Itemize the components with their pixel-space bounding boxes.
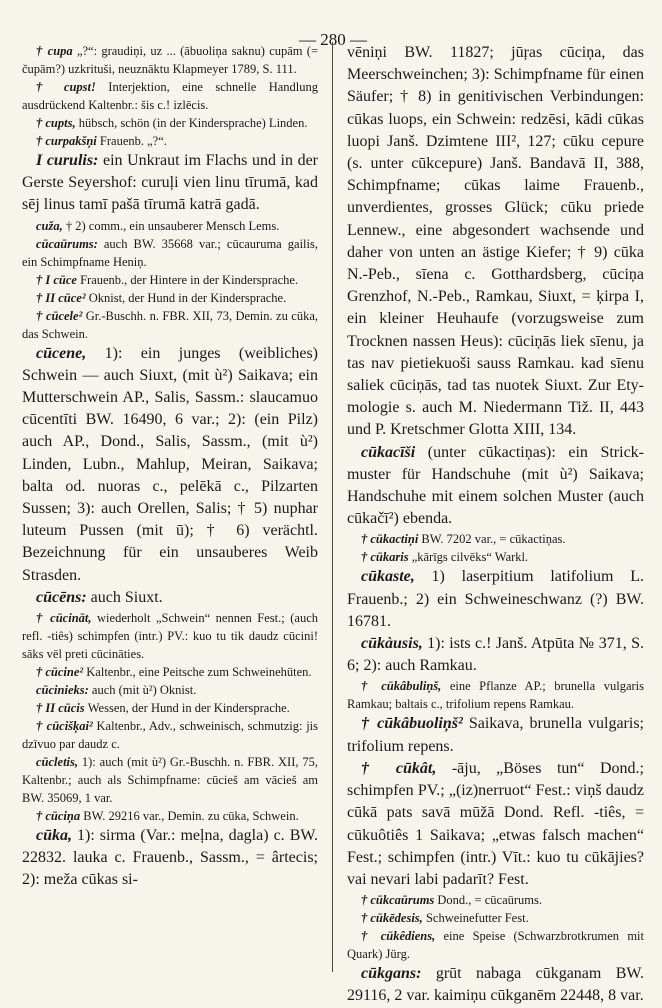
entry-text: † 2) comm., ein unsauberer Mensch Lems. (65, 218, 280, 233)
entry-text: Gr.-Buschh. n. FBR. XII, 73, Demin. zu cūka, das Schwein. (22, 308, 318, 341)
entry-headword: † cūciņa (36, 809, 84, 824)
dictionary-entry (347, 530, 644, 548)
entry-text: Frauenb., der Hintere in der Kindersprache. (80, 272, 299, 287)
dictionary-entry (22, 217, 318, 235)
dictionary-entry (22, 150, 318, 217)
entry-text: „?“: graudiņi, uz ... (ābuoliņa saknu) cupām (= čupām?) uzkrituši, neuznāktu Klapmeyer 1789, S. 111. (22, 44, 318, 76)
entry-headword: cūcaūrums: (36, 236, 104, 251)
entry-text: 1) laserpitium latifolium L. Frauenb.; 2) ein Schweineschwanz (?) BW. 16781. (347, 568, 644, 630)
text-columns (22, 42, 645, 1005)
entry-text: Kaltenbr., Adv., schweinisch, schmutzig: jis dzīvuo par daudz c. (22, 719, 319, 752)
entry-headword: cūkacīši (361, 443, 428, 461)
dictionary-entry (22, 343, 318, 587)
dictionary-entry (22, 807, 318, 825)
entry-headword: † curpakšņi (36, 134, 100, 148)
dictionary-entry (22, 825, 318, 892)
entry-headword: † cūkcaūrums (361, 893, 438, 908)
entry-text: „kārīgs cilvēks“ Warkl. (411, 550, 529, 565)
entry-text: eine Pflanze AP.; brunella vulgaris Ramkau; baltais c., trifolium repens Ramkau. (347, 679, 644, 712)
entry-text: wiederholt „Schwein“ nennen Fest.; (auch refl. -tiês) schimpfen (intr.) PV.: kuo tu tik daudz cūcini! sāks vēl preti cūcināties. (22, 611, 318, 662)
dictionary-entry (22, 42, 318, 78)
entry-text: (unter cūkactiņas): ein Strickmuster für Handschuhe (mit ù²) Saikava; Handschuhe mit einem solchen Muster (auch cūkačī²) ebenda. (347, 443, 644, 528)
dictionary-entry (22, 114, 318, 132)
dictionary-entry (22, 681, 318, 699)
dictionary-entry (347, 442, 644, 531)
dictionary-entry (347, 633, 644, 677)
dictionary-entry (347, 891, 644, 909)
dictionary-entry (22, 132, 318, 150)
entry-headword: † cūkactiņi (361, 532, 422, 547)
entry-headword: † cūcišķai² (36, 719, 97, 734)
entry-headword: cūka, (36, 827, 78, 845)
dictionary-entry (22, 78, 318, 114)
entry-text: 1): auch (mit ù²) Gr.-Buschh. n. FBR. XII, 75, Kaltenbr.; auch als Schimpfname: cūcieš am vācieš am BW. 35069, 1 var. (22, 755, 318, 806)
entry-headword: † cupts, (36, 116, 79, 130)
entry-text: hübsch, schön (in der Kindersprache) Linden. (78, 116, 308, 130)
dictionary-entry (347, 42, 644, 442)
entry-headword: † I cūce (36, 272, 81, 287)
dictionary-entry (347, 548, 644, 566)
entry-text: Oknist, der Hund in der Kindersprache. (88, 290, 287, 305)
dictionary-entry (22, 587, 318, 609)
entry-headword: † cupa (36, 44, 77, 58)
entry-text: Dond., = cūcaūrums. (437, 893, 543, 908)
entry-headword: cūkàusis, (361, 635, 428, 653)
entry-headword: cūcēns: (36, 588, 91, 606)
entry-text: -āju, „Böses tun“ Dond.; schimpfen PV.; „(iz)nerruot“ Fest.: viņš daudz cūkā pats savā mūžā Dond. Refl. -tiês, = cūkuôtiês 1 Saikava; „etwas falsch machen“ Fest.; schimpfen (intr.) Vīt.: kuo tu cūkājies? vai nevari labi padarīt? Fest. (347, 759, 644, 888)
right-column (333, 42, 645, 1005)
entry-headword: cūcletis, (36, 755, 82, 770)
dictionary-entry (347, 758, 644, 891)
entry-headword: cūkgans: (361, 965, 436, 983)
entry-text: ein Unkraut im Flachs und in der Gerste Seyershof: curuļi vien linu tīrumā, kad sēj linus tamī pašā tīrumā katrā gadā. (22, 152, 318, 214)
entry-headword: † cūkēdesis, (361, 911, 426, 926)
entry-headword: cūcene, (36, 344, 105, 362)
entry-text: Kaltenbr., eine Peitsche zum Schweinehüten. (86, 665, 312, 680)
entry-headword: † II cūce² (36, 290, 89, 305)
dictionary-entry (22, 289, 318, 307)
entry-headword: † cūkêdiens, (361, 929, 444, 944)
page-number: — 280 — (299, 30, 367, 49)
entry-text: auch Siuxt. (90, 588, 163, 606)
dictionary-entry (347, 677, 644, 713)
left-column (22, 42, 333, 972)
entry-headword: † cupst! (36, 80, 109, 94)
dictionary-entry (22, 663, 318, 681)
entry-text: BW. 7202 var., = cūkactiņas. (421, 532, 566, 547)
dictionary-entry (22, 609, 318, 663)
entry-text: vēniņi BW. 11827; jūŗas cūciņa, das Meerschweinchen; 3): Schimpfname für einen Säufer; † 8) in genitivischen Verbindungen: cūkas luops, ein Schwein: redzēsi, kādi cūkas luopi Janš. Dzimtene III², 127; cūku cepure (s. unter cūkcepure) Janš. Bandavā II, 388, Schimpfname; cūkas laime Frauenb., unverdientes, grosses Glück; cūku priede Lennew., eine abgesondert wachsende und daher von unten an ästige Kiefer; † 9) cūka N.-Peb., sīena c. Gotthardsberg, cūciņa Grenzhof, N.-Peb., Ramkau, Siuxt, = ķirpa I, ein kleiner Heuhaufe (vorzugsweise zum Trocknen nassen Heus): cūciņās liek sīenu, ja tas nav pietiekuoši sauss Ramkau. kad sīenu saliek cūciņās, tad tas nuotek Siuxt. Zur Etymologie s. auch M. Niedermann Tiž. II, 443 und P. Kretschmer Glotta XIII, 134. (347, 44, 644, 439)
entry-headword: † II cūcis (36, 701, 88, 716)
entry-text: 1): ists c.! Janš. Atpūta № 371, S. 6; 2): auch Ramkau. (347, 635, 645, 675)
entry-text: grūt nabaga cūkganam BW. 29116, 2 var. kaimiņu cūkganēm 22448, 8 var. (347, 965, 644, 1005)
dictionary-entry (22, 271, 318, 289)
entry-text: Frauenb. „?“. (99, 134, 167, 148)
dictionary-entry (22, 753, 318, 807)
entry-text: auch (mit ù²) Oknist. (91, 683, 197, 698)
dictionary-entry (347, 713, 644, 757)
entry-headword: † cūcināt, (36, 611, 98, 626)
entry-headword: † cūcine² (36, 665, 87, 680)
entry-headword: cūcinieks: (36, 683, 92, 698)
entry-text: Interjektion, eine schnelle Handlung ausdrückend Kaltenbr.: šis c.! izlēcis. (22, 80, 318, 112)
entry-text: BW. 29216 var., Demin. zu cūka, Schwein. (83, 809, 299, 824)
entry-headword: † cūkâbuliņš, (361, 679, 450, 694)
entry-headword: cuža, (36, 218, 66, 233)
entry-text: eine Speise (Schwarzbrotkrumen mit Quark) Jürg. (347, 929, 644, 962)
dictionary-entry (22, 699, 318, 717)
dictionary-entry (347, 963, 644, 1007)
entry-text: 1): sirma (Var.: meļna, dagla) c. BW. 22832. lauka c. Frauenb., Sassm., = ârtecis; 2): meža cūkas si- (22, 827, 318, 889)
entry-text: Wessen, der Hund in der Kindersprache. (87, 701, 290, 716)
entry-headword: † cūkaris (361, 550, 412, 565)
dictionary-entry (22, 235, 318, 271)
dictionary-entry (347, 927, 644, 963)
dictionary-entry (347, 566, 644, 633)
entry-text: auch BW. 35668 var.; cūcauruma gailis, ein Schimpfname Heniņ. (22, 236, 318, 269)
dictionary-entry (22, 307, 318, 343)
entry-headword: † cūkât, (361, 759, 452, 777)
entry-headword: cūkaste, (361, 568, 432, 586)
entry-headword: † cūcele² (36, 308, 86, 323)
entry-text: Saikava, brunella vulgaris; trifolium repens. (347, 715, 644, 755)
entry-headword: † cūkâbuoliņš² (361, 715, 469, 733)
dictionary-entry (22, 717, 318, 753)
entry-headword: I curulis: (36, 152, 103, 169)
entry-text: 1): ein junges (weibliches) Schwein — auch Siuxt, (mit ù²) Saikava; ein Mutterschwein AP., Salis, Sassm.: slaucamuo cūcentīti BW. 16490, 6 var.; 2): (ein Pilz) auch AP., Dond., Salis, Sassm., (mit ù²) Linden, Lubn., Mahlup, Meiran, Saikava; balta od. nuoras c., pelēkā c., Pilzarten Sussen; 3): auch Orellen, Salis; † 5) nuphar luteum Pussen (mit ū); † 6) verächtl. Bezeichnung für ein unsauberes Weib Strasden. (22, 344, 318, 584)
entry-text: Schweinefutter Fest. (425, 911, 529, 926)
dictionary-entry (347, 909, 644, 927)
